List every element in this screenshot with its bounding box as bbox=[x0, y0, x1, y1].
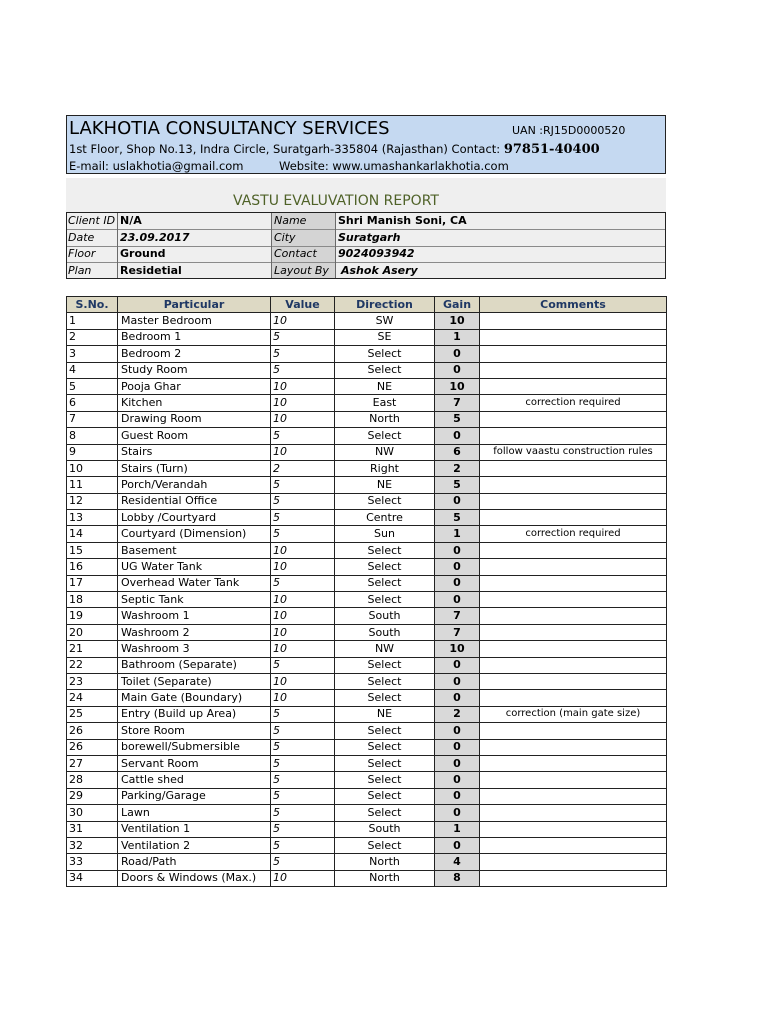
row-value: 5 bbox=[271, 854, 335, 870]
row-sno: 4 bbox=[67, 362, 118, 378]
layout-by-value: Ashok Asery bbox=[341, 264, 418, 277]
column-header-value: Value bbox=[271, 297, 335, 313]
table-row bbox=[67, 395, 667, 411]
table-row bbox=[67, 854, 667, 870]
row-direction: North bbox=[335, 411, 435, 427]
row-value: 10 bbox=[271, 559, 335, 575]
row-value: 10 bbox=[271, 641, 335, 657]
company-email: E-mail: uslakhotia@gmail.com bbox=[69, 159, 244, 173]
row-particular: Doors & Windows (Max.) bbox=[118, 870, 271, 886]
row-particular: Guest Room bbox=[118, 428, 271, 444]
row-direction: SW bbox=[335, 313, 435, 329]
row-comment bbox=[480, 592, 667, 608]
row-sno: 8 bbox=[67, 428, 118, 444]
row-comment bbox=[480, 313, 667, 329]
row-value: 5 bbox=[271, 362, 335, 378]
table-row bbox=[67, 526, 667, 542]
row-direction: NE bbox=[335, 477, 435, 493]
row-comment bbox=[480, 641, 667, 657]
row-sno: 31 bbox=[67, 821, 118, 837]
row-sno: 26 bbox=[67, 739, 118, 755]
row-direction: Select bbox=[335, 690, 435, 706]
table-row bbox=[67, 608, 667, 624]
row-particular: Pooja Ghar bbox=[118, 378, 271, 394]
row-direction: Select bbox=[335, 739, 435, 755]
row-gain: 2 bbox=[435, 460, 480, 476]
client-id-value: N/A bbox=[120, 214, 142, 227]
layout-by-label: Layout By bbox=[274, 264, 329, 277]
row-direction: Select bbox=[335, 755, 435, 771]
row-direction: East bbox=[335, 395, 435, 411]
table-row bbox=[67, 460, 667, 476]
row-gain: 0 bbox=[435, 805, 480, 821]
row-comment bbox=[480, 428, 667, 444]
row-direction: Select bbox=[335, 575, 435, 591]
row-comment bbox=[480, 739, 667, 755]
table-row bbox=[67, 542, 667, 558]
row-sno: 27 bbox=[67, 755, 118, 771]
row-value: 10 bbox=[271, 444, 335, 460]
row-comment bbox=[480, 723, 667, 739]
row-gain: 7 bbox=[435, 395, 480, 411]
column-header-gain: Gain bbox=[435, 297, 480, 313]
row-comment bbox=[480, 772, 667, 788]
table-row bbox=[67, 411, 667, 427]
row-gain: 0 bbox=[435, 362, 480, 378]
row-value: 10 bbox=[271, 608, 335, 624]
row-particular: Porch/Verandah bbox=[118, 477, 271, 493]
column-header-comments: Comments bbox=[480, 297, 667, 313]
row-sno: 29 bbox=[67, 788, 118, 804]
row-sno: 24 bbox=[67, 690, 118, 706]
table-row bbox=[67, 657, 667, 673]
row-gain: 1 bbox=[435, 821, 480, 837]
row-comment bbox=[480, 690, 667, 706]
row-direction: NE bbox=[335, 706, 435, 722]
row-direction: Select bbox=[335, 362, 435, 378]
row-sno: 7 bbox=[67, 411, 118, 427]
row-value: 5 bbox=[271, 477, 335, 493]
row-comment bbox=[480, 837, 667, 853]
company-website: Website: www.umashankarlakhotia.com bbox=[279, 159, 509, 173]
row-particular: Kitchen bbox=[118, 395, 271, 411]
row-sno: 17 bbox=[67, 575, 118, 591]
plan-label: Plan bbox=[68, 264, 92, 277]
column-header-sno: S.No. bbox=[67, 297, 118, 313]
row-comment bbox=[480, 821, 667, 837]
row-particular: Lawn bbox=[118, 805, 271, 821]
row-value: 10 bbox=[271, 673, 335, 689]
row-value: 5 bbox=[271, 329, 335, 345]
contact-value: 9024093942 bbox=[338, 247, 415, 260]
row-direction: Select bbox=[335, 542, 435, 558]
row-particular: Master Bedroom bbox=[118, 313, 271, 329]
table-header-row bbox=[67, 297, 667, 313]
city-value: Suratgarh bbox=[338, 231, 401, 244]
row-comment bbox=[480, 788, 667, 804]
row-particular: Main Gate (Boundary) bbox=[118, 690, 271, 706]
floor-label: Floor bbox=[68, 247, 96, 260]
row-gain: 0 bbox=[435, 673, 480, 689]
row-value: 10 bbox=[271, 542, 335, 558]
table-row bbox=[67, 788, 667, 804]
row-comment bbox=[480, 870, 667, 886]
row-value: 5 bbox=[271, 510, 335, 526]
row-gain: 2 bbox=[435, 706, 480, 722]
row-particular: Store Room bbox=[118, 723, 271, 739]
column-divider bbox=[271, 213, 272, 278]
row-direction: Select bbox=[335, 346, 435, 362]
row-particular: Courtyard (Dimension) bbox=[118, 526, 271, 542]
table-row bbox=[67, 559, 667, 575]
row-value: 2 bbox=[271, 460, 335, 476]
row-sno: 10 bbox=[67, 460, 118, 476]
row-gain: 10 bbox=[435, 378, 480, 394]
row-sno: 32 bbox=[67, 837, 118, 853]
row-value: 5 bbox=[271, 493, 335, 509]
row-comment bbox=[480, 854, 667, 870]
row-value: 5 bbox=[271, 706, 335, 722]
row-comment bbox=[480, 411, 667, 427]
row-sno: 21 bbox=[67, 641, 118, 657]
row-value: 5 bbox=[271, 346, 335, 362]
row-value: 5 bbox=[271, 657, 335, 673]
row-direction: Select bbox=[335, 673, 435, 689]
row-value: 5 bbox=[271, 805, 335, 821]
row-direction: South bbox=[335, 624, 435, 640]
row-gain: 1 bbox=[435, 526, 480, 542]
row-particular: Study Room bbox=[118, 362, 271, 378]
row-gain: 6 bbox=[435, 444, 480, 460]
table-row bbox=[67, 477, 667, 493]
row-gain: 0 bbox=[435, 559, 480, 575]
uan-number: UAN :RJ15D0000520 bbox=[512, 124, 626, 137]
table-body bbox=[67, 313, 667, 887]
row-gain: 5 bbox=[435, 477, 480, 493]
row-sno: 28 bbox=[67, 772, 118, 788]
name-value: Shri Manish Soni, CA bbox=[338, 214, 467, 227]
row-gain: 0 bbox=[435, 723, 480, 739]
row-value: 10 bbox=[271, 313, 335, 329]
row-particular: Basement bbox=[118, 542, 271, 558]
row-direction: NW bbox=[335, 444, 435, 460]
row-particular: Stairs (Turn) bbox=[118, 460, 271, 476]
row-gain: 8 bbox=[435, 870, 480, 886]
table-row bbox=[67, 346, 667, 362]
row-gain: 0 bbox=[435, 690, 480, 706]
row-comment: correction required bbox=[480, 395, 667, 411]
row-gain: 0 bbox=[435, 542, 480, 558]
table-row bbox=[67, 378, 667, 394]
row-comment bbox=[480, 575, 667, 591]
row-sno: 14 bbox=[67, 526, 118, 542]
name-label: Name bbox=[274, 214, 307, 227]
city-label: City bbox=[274, 231, 296, 244]
table-row bbox=[67, 362, 667, 378]
row-value: 10 bbox=[271, 624, 335, 640]
company-name: LAKHOTIA CONSULTANCY SERVICES bbox=[69, 118, 390, 139]
row-gain: 0 bbox=[435, 837, 480, 853]
row-sno: 2 bbox=[67, 329, 118, 345]
row-direction: North bbox=[335, 870, 435, 886]
column-header-particular: Particular bbox=[118, 297, 271, 313]
row-comment: follow vaastu construction rules bbox=[480, 444, 667, 460]
table-row bbox=[67, 837, 667, 853]
row-particular: Septic Tank bbox=[118, 592, 271, 608]
row-gain: 0 bbox=[435, 739, 480, 755]
row-gain: 0 bbox=[435, 575, 480, 591]
row-gain: 0 bbox=[435, 428, 480, 444]
row-particular: Servant Room bbox=[118, 755, 271, 771]
row-particular: Overhead Water Tank bbox=[118, 575, 271, 591]
row-particular: Cattle shed bbox=[118, 772, 271, 788]
table-row bbox=[67, 821, 667, 837]
row-direction: Sun bbox=[335, 526, 435, 542]
row-comment bbox=[480, 362, 667, 378]
table-row bbox=[67, 592, 667, 608]
row-comment bbox=[480, 346, 667, 362]
row-particular: Entry (Build up Area) bbox=[118, 706, 271, 722]
row-value: 5 bbox=[271, 723, 335, 739]
row-direction: North bbox=[335, 854, 435, 870]
row-comment bbox=[480, 378, 667, 394]
row-comment bbox=[480, 608, 667, 624]
plan-value: Residetial bbox=[120, 264, 182, 277]
row-comment: correction (main gate size) bbox=[480, 706, 667, 722]
row-particular: Toilet (Separate) bbox=[118, 673, 271, 689]
row-direction: Select bbox=[335, 723, 435, 739]
row-value: 5 bbox=[271, 821, 335, 837]
row-direction: SE bbox=[335, 329, 435, 345]
row-comment bbox=[480, 805, 667, 821]
table-row bbox=[67, 428, 667, 444]
table-row bbox=[67, 624, 667, 640]
row-comment bbox=[480, 493, 667, 509]
row-particular: Lobby /Courtyard bbox=[118, 510, 271, 526]
table-row bbox=[67, 313, 667, 329]
row-particular: borewell/Submersible bbox=[118, 739, 271, 755]
row-gain: 0 bbox=[435, 346, 480, 362]
table-row bbox=[67, 739, 667, 755]
table-row bbox=[67, 510, 667, 526]
row-direction: South bbox=[335, 821, 435, 837]
row-comment: correction required bbox=[480, 526, 667, 542]
evaluation-table bbox=[66, 296, 667, 887]
column-divider bbox=[117, 213, 118, 278]
row-comment bbox=[480, 329, 667, 345]
contact-label: Contact bbox=[274, 247, 317, 260]
row-direction: Select bbox=[335, 772, 435, 788]
row-gain: 0 bbox=[435, 788, 480, 804]
row-direction: Select bbox=[335, 428, 435, 444]
row-comment bbox=[480, 559, 667, 575]
floor-value: Ground bbox=[120, 247, 166, 260]
row-sno: 16 bbox=[67, 559, 118, 575]
company-email-website bbox=[69, 159, 509, 173]
row-particular: Bathroom (Separate) bbox=[118, 657, 271, 673]
row-comment bbox=[480, 460, 667, 476]
row-sno: 34 bbox=[67, 870, 118, 886]
row-comment bbox=[480, 673, 667, 689]
row-sno: 5 bbox=[67, 378, 118, 394]
table-row bbox=[67, 755, 667, 771]
date-value: 23.09.2017 bbox=[120, 231, 190, 244]
row-gain: 0 bbox=[435, 772, 480, 788]
column-divider bbox=[335, 213, 336, 278]
row-particular: Bedroom 2 bbox=[118, 346, 271, 362]
date-label: Date bbox=[68, 231, 95, 244]
row-gain: 5 bbox=[435, 411, 480, 427]
table-row bbox=[67, 870, 667, 886]
row-comment bbox=[480, 755, 667, 771]
row-sno: 15 bbox=[67, 542, 118, 558]
contact-number: 97851-40400 bbox=[503, 142, 600, 157]
row-gain: 4 bbox=[435, 854, 480, 870]
row-value: 10 bbox=[271, 378, 335, 394]
row-sno: 19 bbox=[67, 608, 118, 624]
row-gain: 7 bbox=[435, 624, 480, 640]
row-value: 5 bbox=[271, 772, 335, 788]
row-particular: Washroom 2 bbox=[118, 624, 271, 640]
row-value: 5 bbox=[271, 526, 335, 542]
row-value: 5 bbox=[271, 755, 335, 771]
row-gain: 5 bbox=[435, 510, 480, 526]
address-text: 1st Floor, Shop No.13, Indra Circle, Suratgarh-335804 (Rajasthan) Contact: bbox=[69, 142, 504, 156]
row-particular: Road/Path bbox=[118, 854, 271, 870]
row-direction: Select bbox=[335, 493, 435, 509]
table-row bbox=[67, 673, 667, 689]
row-particular: Washroom 3 bbox=[118, 641, 271, 657]
row-value: 5 bbox=[271, 788, 335, 804]
row-value: 10 bbox=[271, 870, 335, 886]
row-value: 5 bbox=[271, 837, 335, 853]
row-particular: Washroom 1 bbox=[118, 608, 271, 624]
row-particular: Drawing Room bbox=[118, 411, 271, 427]
row-gain: 10 bbox=[435, 313, 480, 329]
row-sno: 12 bbox=[67, 493, 118, 509]
row-sno: 33 bbox=[67, 854, 118, 870]
table-row bbox=[67, 444, 667, 460]
client-id-label: Client ID bbox=[68, 214, 116, 227]
table-row bbox=[67, 641, 667, 657]
table-row bbox=[67, 329, 667, 345]
row-sno: 25 bbox=[67, 706, 118, 722]
row-gain: 10 bbox=[435, 641, 480, 657]
row-comment bbox=[480, 657, 667, 673]
row-comment bbox=[480, 510, 667, 526]
table-row bbox=[67, 706, 667, 722]
column-header-direction: Direction bbox=[335, 297, 435, 313]
row-gain: 0 bbox=[435, 657, 480, 673]
row-direction: Select bbox=[335, 837, 435, 853]
row-direction: Select bbox=[335, 657, 435, 673]
row-value: 10 bbox=[271, 592, 335, 608]
row-direction: NW bbox=[335, 641, 435, 657]
row-particular: Ventilation 1 bbox=[118, 821, 271, 837]
table-row bbox=[67, 575, 667, 591]
row-value: 5 bbox=[271, 575, 335, 591]
table-row bbox=[67, 772, 667, 788]
row-value: 10 bbox=[271, 395, 335, 411]
row-direction: South bbox=[335, 608, 435, 624]
row-sno: 11 bbox=[67, 477, 118, 493]
table-row bbox=[67, 493, 667, 509]
row-sno: 9 bbox=[67, 444, 118, 460]
company-header bbox=[66, 115, 666, 174]
row-sno: 13 bbox=[67, 510, 118, 526]
row-gain: 1 bbox=[435, 329, 480, 345]
row-direction: Select bbox=[335, 805, 435, 821]
row-gain: 0 bbox=[435, 755, 480, 771]
row-particular: Parking/Garage bbox=[118, 788, 271, 804]
row-sno: 20 bbox=[67, 624, 118, 640]
row-sno: 30 bbox=[67, 805, 118, 821]
row-comment bbox=[480, 542, 667, 558]
row-direction: Select bbox=[335, 788, 435, 804]
row-comment bbox=[480, 477, 667, 493]
row-value: 5 bbox=[271, 739, 335, 755]
row-sno: 18 bbox=[67, 592, 118, 608]
row-gain: 0 bbox=[435, 493, 480, 509]
row-particular: Bedroom 1 bbox=[118, 329, 271, 345]
row-sno: 3 bbox=[67, 346, 118, 362]
table-row bbox=[67, 805, 667, 821]
row-direction: Right bbox=[335, 460, 435, 476]
row-gain: 0 bbox=[435, 592, 480, 608]
report-title: VASTU EVALUVATION REPORT bbox=[233, 193, 439, 209]
row-particular: UG Water Tank bbox=[118, 559, 271, 575]
row-direction: NE bbox=[335, 378, 435, 394]
row-value: 10 bbox=[271, 690, 335, 706]
row-direction: Select bbox=[335, 559, 435, 575]
row-particular: Stairs bbox=[118, 444, 271, 460]
row-particular: Ventilation 2 bbox=[118, 837, 271, 853]
row-sno: 22 bbox=[67, 657, 118, 673]
row-sno: 6 bbox=[67, 395, 118, 411]
row-sno: 23 bbox=[67, 673, 118, 689]
row-particular: Residential Office bbox=[118, 493, 271, 509]
client-details bbox=[66, 212, 666, 279]
row-comment bbox=[480, 624, 667, 640]
row-value: 5 bbox=[271, 428, 335, 444]
table-row bbox=[67, 690, 667, 706]
row-gain: 7 bbox=[435, 608, 480, 624]
row-sno: 26 bbox=[67, 723, 118, 739]
row-direction: Centre bbox=[335, 510, 435, 526]
table-row bbox=[67, 723, 667, 739]
row-direction: Select bbox=[335, 592, 435, 608]
row-sno: 1 bbox=[67, 313, 118, 329]
company-address bbox=[69, 142, 600, 157]
row-value: 10 bbox=[271, 411, 335, 427]
